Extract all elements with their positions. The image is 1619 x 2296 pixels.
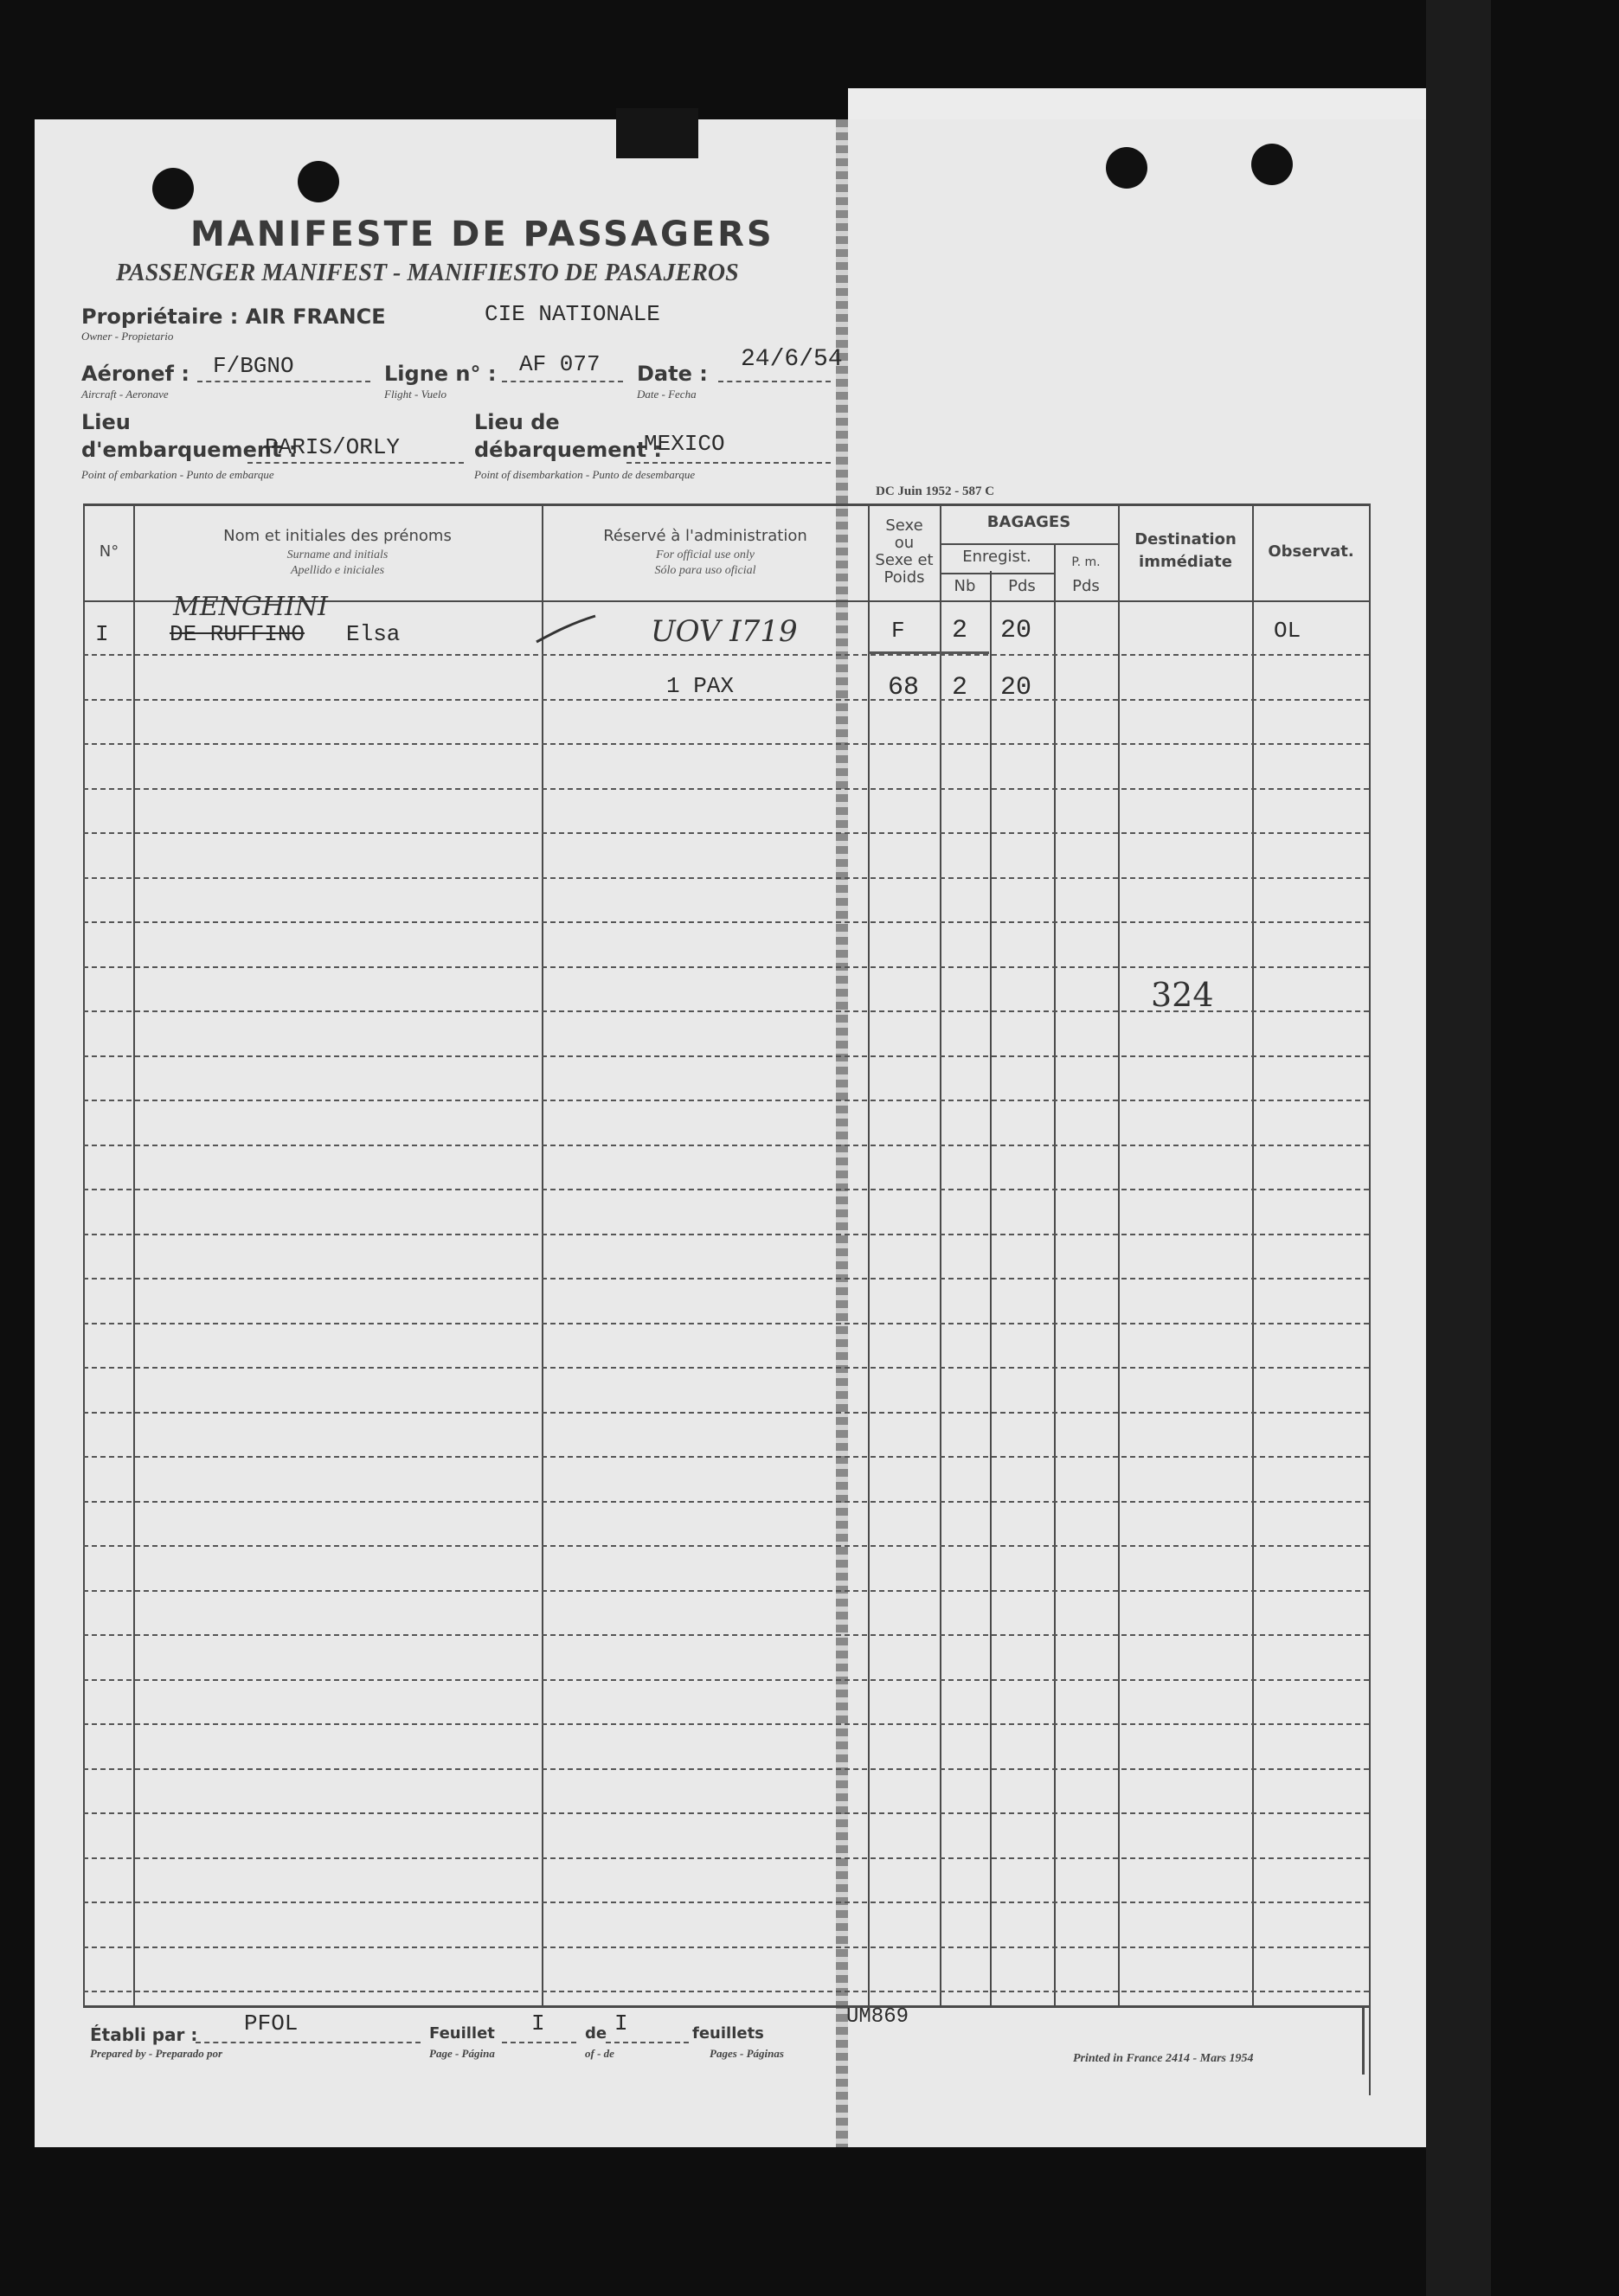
of-sublabel: of - de (585, 2047, 614, 2060)
col-header-admin: Réservé à l'administration (603, 527, 807, 545)
table-row-line (83, 1145, 1369, 1146)
date-sublabel: Date - Fecha (637, 388, 697, 401)
printed-in-france: Printed in France 2414 - Mars 1954 (1073, 2052, 1254, 2065)
col-header-no: N° (99, 542, 119, 561)
line-sublabel: Flight - Vuelo (384, 388, 447, 401)
row-1-name-handwritten: MENGHINI (173, 592, 328, 622)
aircraft-value: F/BGNO (213, 353, 294, 379)
col-header-sex-2: ou (894, 534, 915, 552)
col-divider-nb (990, 571, 992, 2005)
baggage-header-line (940, 543, 1118, 545)
punch-hole-2 (298, 161, 339, 202)
table-row-line (83, 1679, 1369, 1681)
totals-pds: 20 (1000, 673, 1032, 702)
table-row-line (83, 788, 1369, 790)
table-row-line (83, 966, 1369, 968)
page-value: I (531, 2011, 545, 2036)
row-1-nb: 2 (952, 616, 968, 645)
table-row-line (83, 921, 1369, 923)
of-value: I (614, 2011, 628, 2036)
table-top-border (83, 503, 1369, 506)
totals-nb: 2 (952, 673, 968, 702)
pages-label: feuillets (692, 2024, 764, 2043)
tape-mark (616, 108, 698, 158)
of-label: de (585, 2024, 607, 2043)
punch-hole-1 (152, 168, 194, 209)
table-row-line (83, 1723, 1369, 1725)
prepared-by-underline (196, 2042, 421, 2043)
row-1-name-struck: DE RUFFINO (170, 621, 305, 647)
line-label: Ligne n° : (384, 362, 497, 386)
footer-right-border (1362, 2005, 1365, 2075)
embarkation-value: PARIS/ORLY (265, 434, 401, 460)
disembarkation-label-1: Lieu de (474, 410, 560, 434)
col-header-nb: Nb (954, 577, 976, 595)
col-header-sex-1: Sexe (885, 516, 923, 535)
disembarkation-label-2: débarquement : (474, 438, 663, 462)
aircraft-sublabel: Aircraft - Aeronave (81, 388, 169, 401)
film-strip-edge (1426, 0, 1491, 2296)
table-row-line (83, 1456, 1369, 1458)
table-row-line (83, 1055, 1369, 1057)
table-row-line (83, 743, 1369, 745)
form-code: DC Juin 1952 - 587 C (876, 484, 995, 498)
table-row-line (83, 1323, 1369, 1324)
row-1-admin: UOV I719 (651, 614, 798, 649)
punch-hole-4 (1251, 144, 1293, 185)
col-header-sex-4: Poids (883, 568, 925, 587)
aircraft-underline (197, 381, 370, 382)
table-row-line (83, 699, 1369, 701)
col-header-admin-es: Sólo para uso oficial (654, 564, 756, 577)
table-row-line (83, 1946, 1369, 1948)
table-row-line (83, 1902, 1369, 1903)
col-divider-dest (1252, 503, 1254, 2005)
of-underline (606, 2042, 689, 2043)
table-row-line (83, 1991, 1369, 1992)
row-1-observ: OL (1274, 618, 1301, 644)
col-header-name: Nom et initiales des prénoms (223, 527, 452, 545)
row-1-pds: 20 (1000, 616, 1032, 645)
row-1-name-first: Elsa (346, 621, 401, 647)
col-header-registered: Enregist. (962, 548, 1031, 566)
table-row-line (83, 1590, 1369, 1592)
table-bottom-border (83, 2005, 1369, 2008)
table-row-line (83, 1812, 1369, 1814)
table-row-line (83, 654, 1369, 656)
col-header-pds: Pds (1008, 577, 1036, 595)
page-sublabel: Page - Página (429, 2047, 495, 2060)
line-value: AF 077 (519, 351, 601, 377)
table-row-line (83, 832, 1369, 834)
embarkation-label-1: Lieu (81, 410, 131, 434)
pages-sublabel: Pages - Páginas (710, 2047, 784, 2060)
col-divider-right (1369, 503, 1371, 2095)
prepared-by-value: PFOL (244, 2011, 299, 2036)
col-header-destination-2: immédiate (1139, 553, 1232, 571)
owner-value: CIE NATIONALE (485, 301, 660, 327)
owner-sublabel: Owner - Propietario (81, 330, 174, 343)
punch-hole-3 (1106, 147, 1147, 189)
table-row-line (83, 1189, 1369, 1190)
table-row-line (83, 1278, 1369, 1279)
reference-number: UM869 (846, 2005, 909, 2029)
col-divider-pds (1054, 545, 1056, 2005)
row-1-no: I (95, 621, 109, 647)
col-header-baggage: BAGAGES (986, 513, 1071, 531)
table-row-line (83, 1234, 1369, 1235)
line-underline (502, 381, 623, 382)
table-row-line (83, 1367, 1369, 1369)
col-divider-admin (868, 503, 870, 2005)
registered-header-line (940, 573, 1054, 574)
fold-perforation (836, 119, 848, 2147)
date-label: Date : (637, 362, 708, 386)
embarkation-underline (247, 462, 464, 464)
disembarkation-underline (626, 462, 831, 464)
col-header-sex-3: Sexe et (875, 551, 934, 569)
col-header-name-es: Apellido e iniciales (290, 564, 385, 577)
table-row-line (83, 877, 1369, 879)
aircraft-label: Aéronef : (81, 362, 190, 386)
embarkation-label-2: d'embarquement : (81, 438, 298, 462)
page-underline (502, 2042, 576, 2043)
prepared-by-sublabel: Prepared by - Preparado por (90, 2047, 223, 2060)
table-row-line (83, 1634, 1369, 1636)
col-header-observ: Observat. (1268, 542, 1354, 561)
col-header-hand-pds: Pds (1072, 577, 1100, 595)
date-underline (718, 381, 831, 382)
col-divider-left (83, 503, 85, 2005)
prepared-by-label: Établi par : (90, 2024, 198, 2045)
row-1-sex: F (891, 618, 905, 644)
row-1-check-mark (530, 611, 599, 645)
col-header-hand-baggage: P. m. (1071, 555, 1101, 569)
col-header-name-en: Surname and initials (286, 548, 389, 561)
totals-weight: 68 (888, 673, 920, 702)
manifest-subtitle: PASSENGER MANIFEST - MANIFIESTO DE PASAJEROS (116, 260, 739, 286)
totals-admin: 1 PAX (666, 673, 735, 699)
stamp-number: 324 (1151, 976, 1214, 1014)
col-header-admin-en: For official use only (656, 548, 755, 561)
disembarkation-value: MEXICO (644, 431, 725, 457)
disembarkation-sublabel: Point of disembarkation - Punto de desembarque (474, 468, 696, 481)
col-divider-hand (1118, 503, 1120, 2005)
table-row-line (83, 1412, 1369, 1414)
col-divider-name (542, 503, 543, 2005)
col-divider-no (133, 503, 135, 2005)
table-row-line (83, 1768, 1369, 1770)
date-value: 24/6/54 (741, 346, 843, 373)
totals-rule (868, 651, 989, 654)
embarkation-sublabel: Point of embarkation - Punto de embarque (81, 468, 274, 481)
table-row-line (83, 1545, 1369, 1547)
page-label: Feuillet (429, 2024, 495, 2043)
owner-label: Propriétaire : AIR FRANCE (81, 305, 386, 329)
manifest-title: MANIFESTE DE PASSAGERS (190, 215, 774, 254)
col-divider-sex (940, 503, 941, 2005)
table-row-line (83, 1100, 1369, 1101)
table-row-line (83, 1857, 1369, 1859)
manifest-sheet (35, 119, 1426, 2147)
table-row-line (83, 1501, 1369, 1503)
col-header-destination-1: Destination (1134, 530, 1237, 548)
